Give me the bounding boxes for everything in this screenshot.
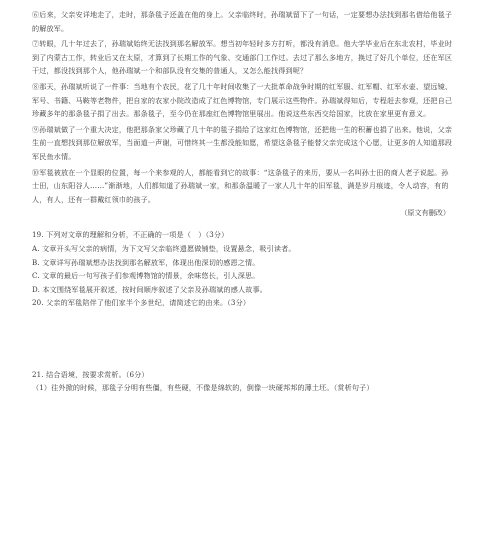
paragraph-6: ⑥后来，父亲安详地走了，走时，那条毯子还盖在他的身上。父亲临终时，孙瑞斌留下了一句话，一定要想办法找到那名借给他毯子的解放军。 xyxy=(32,10,453,33)
question-19-option-a: A. 文章开头写父亲的病情，为下文写父亲临终遗愿做铺垫，设置悬念，吸引读者。 xyxy=(32,243,296,253)
paragraph-7: ⑦转眼，几十年过去了，孙瑞斌始终无法找到那名解放军。想当初年轻时多方打听，都没有消息。他大学毕业后在东北农村，毕业时到了内蒙古工作，转业后又在太原，才算到了长期工作的气象、交通部门工作过。去过了那么多地方，换过了好几个单位，还在军区干过，都没找到那个人，他孙瑞斌一个和部队没有交集的普通人，又怎么能找得到呢？ xyxy=(32,39,453,76)
question-21-stem: 21. 结合语境，按要求赏析。（6分） xyxy=(32,369,149,379)
question-19-option-c: C. 文章的最后一句写孩子们参观博物馆的情景，余味悠长，引人深思。 xyxy=(32,271,260,281)
answer-space xyxy=(32,310,454,368)
paragraph-10: ⑩军毯被放在一个显眼的位置，每一个来参观的人，都能看到它的故事：“这条毯子的来历，要从一名叫孙士田的商人老子说起。孙士田，山东阳谷人……”渐渐地，人们都知道了孙瑞斌一家，和那条温暖了一家人几十年的旧军毯，满是岁月痕迹，令人动容，有的人，有人，还有一群戴红领巾的孩子。 xyxy=(32,167,449,204)
paragraph-8: ⑧那天，孙瑞斌听说了一件事：当地有个农民，花了几十年时间收集了一大批革命战争时期的红军服、红军帽、红军水壶、望远镜、军号、书籍、马鞍等老物件，把自家的农家小院改造成了红色博物馆，专门展示这些物件。孙瑞斌得知后，专程赶去参观，还把自己珍藏多年的那条毯子捐了出去。那条毯子，至今仍在那座红色博物馆里展出。他说这些东西交给国家，比放在家里更有意义。 xyxy=(32,81,453,119)
question-21 xyxy=(32,368,454,395)
question-19-option-d: D. 本文围绕军毯展开叙述，按时间顺序叙述了父亲及孙瑞斌的感人故事。 xyxy=(32,284,267,294)
question-20-stem: 20. 父亲的军毯陪伴了他们家半个多世纪，请简述它的由来。（3分） xyxy=(32,298,251,308)
question-19-option-b: B. 文章详写孙瑞斌想办法找到那名解放军，体现出他深切的感恩之情。 xyxy=(32,257,260,267)
source-note: （原文有删改） xyxy=(400,208,450,218)
paragraph-9: ⑨孙瑞斌做了一个重大决定，他把那条家父珍藏了几十年的毯子捐给了这家红色博物馆，还把他一生的积蓄也捐了出来。他说，父亲生前一直想找到那位解放军，当面道一声谢，可惜终其一生都没能如愿，希望这条毯子能替父亲完成这个心愿，让更多的人知道那段军民鱼水情。 xyxy=(32,124,453,161)
question-19 xyxy=(32,228,454,296)
question-21-sub-1: （1）往外掀的时候，那毯子分明有些僵，有些硬，不像是绵软的，倒像一块硬邦邦的薄土坯。（赏析句子） xyxy=(32,383,374,393)
question-20 xyxy=(32,296,454,310)
question-19-stem: 19. 下列对文章的理解和分析，不正确的一项是（ ）（3分） xyxy=(32,230,229,240)
article-body xyxy=(32,8,454,218)
